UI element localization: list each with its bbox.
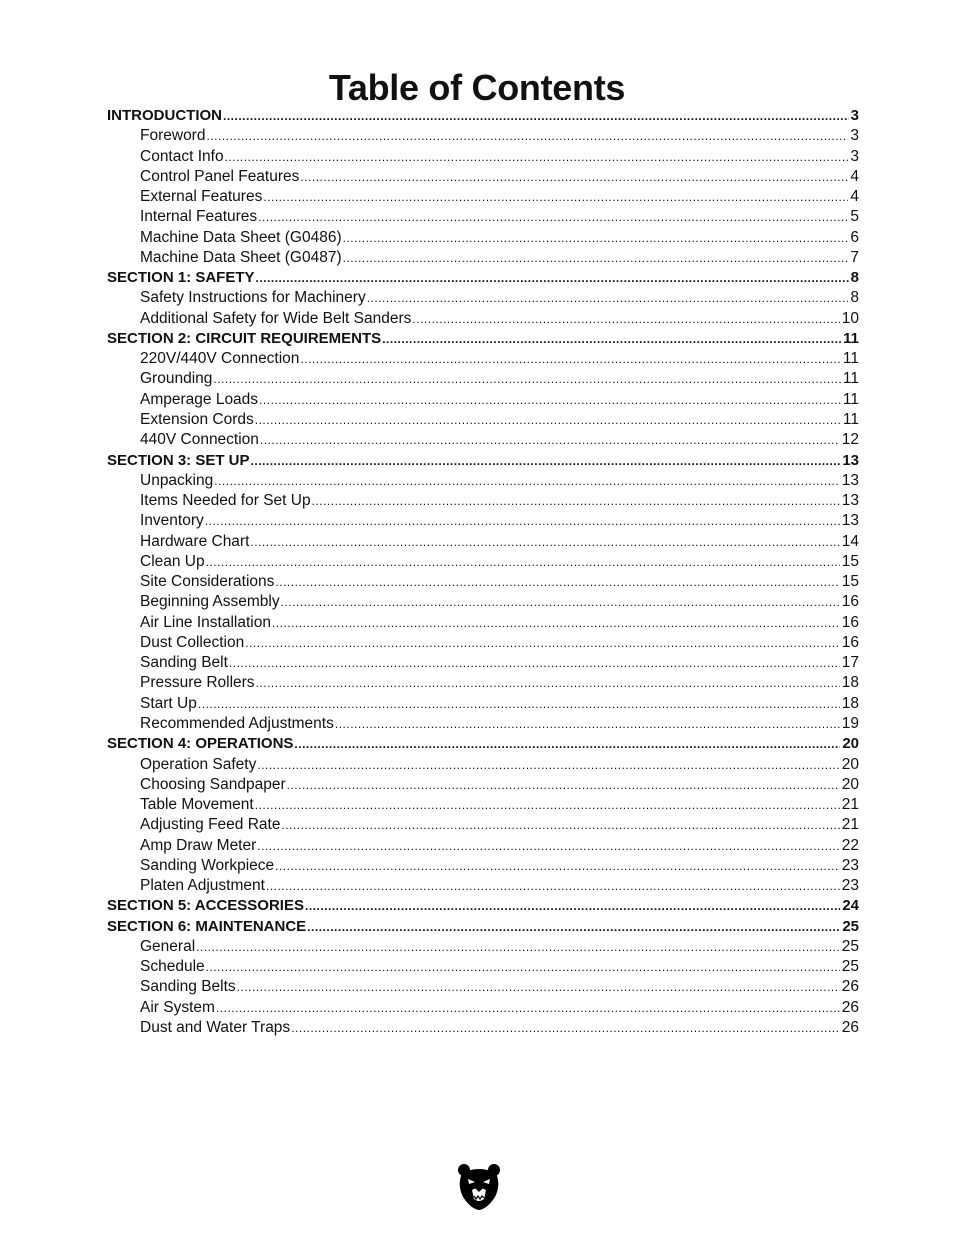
toc-entry-label: Platen Adjustment [140, 877, 265, 895]
toc-subentry[interactable] [107, 836, 859, 856]
page-title: Table of Contents [328, 67, 626, 108]
toc-section-entry[interactable] [107, 451, 859, 471]
toc-subentry[interactable] [107, 369, 859, 389]
toc-dot-leader [300, 349, 840, 369]
toc-subentry[interactable] [107, 856, 859, 876]
toc-entry-label: Choosing Sandpaper [140, 775, 286, 793]
toc-page-number: 7 [850, 248, 859, 266]
toc-subentry[interactable] [107, 815, 859, 835]
toc-page-number: 20 [842, 735, 859, 753]
toc-subentry[interactable] [107, 613, 859, 633]
toc-section-entry[interactable] [107, 896, 859, 916]
toc-subentry[interactable] [107, 147, 859, 167]
toc-dot-leader [214, 471, 840, 491]
toc-page-number: 16 [841, 593, 859, 611]
toc-entry-label: Amperage Loads [140, 390, 259, 408]
toc-dot-leader [275, 856, 840, 876]
toc-entry-label: Internal Features [140, 208, 258, 226]
toc-entry-label: Beginning Assembly [140, 593, 280, 611]
toc-page-number: 23 [841, 856, 859, 874]
toc-dot-leader [335, 714, 840, 734]
toc-page-number: 25 [842, 917, 859, 935]
toc-subentry[interactable] [107, 673, 859, 693]
toc-page-number: 26 [841, 998, 859, 1016]
toc-page-number: 14 [841, 532, 859, 550]
toc-dot-leader [281, 815, 839, 835]
toc-section-entry[interactable] [107, 917, 859, 937]
toc-page-number: 8 [850, 289, 859, 307]
toc-section-entry[interactable] [107, 268, 859, 288]
toc-page-number: 26 [841, 1018, 859, 1036]
toc-entry-label: Recommended Adjustments [140, 714, 334, 732]
table-of-contents [107, 106, 859, 1038]
toc-page-number: 11 [842, 350, 859, 368]
toc-entry-label: 220V/440V Connection [140, 350, 300, 368]
toc-entry-label: Additional Safety for Wide Belt Sanders [140, 309, 412, 327]
toc-page-number: 11 [842, 410, 859, 428]
toc-dot-leader [272, 613, 840, 633]
toc-entry-label: Air System [140, 998, 215, 1016]
toc-dot-leader [305, 896, 840, 916]
toc-page-number: 12 [841, 431, 859, 449]
toc-page-number: 13 [842, 451, 859, 469]
toc-subentry[interactable] [107, 937, 859, 957]
toc-page-number: 21 [841, 816, 859, 834]
toc-entry-label: Grounding [140, 370, 213, 388]
toc-entry-label: 440V Connection [140, 431, 259, 449]
toc-entry-label: External Features [140, 188, 263, 206]
toc-dot-leader [263, 187, 848, 207]
toc-subentry[interactable] [107, 572, 859, 592]
toc-subentry[interactable] [107, 694, 859, 714]
toc-section-entry[interactable] [107, 734, 859, 754]
toc-dot-leader [229, 653, 840, 673]
toc-page-number: 16 [841, 633, 859, 651]
toc-dot-leader [216, 998, 840, 1018]
toc-page-number: 5 [850, 208, 859, 226]
toc-entry-label: Start Up [140, 694, 197, 712]
toc-subentry[interactable] [107, 795, 859, 815]
toc-dot-leader [260, 430, 840, 450]
toc-entry-label: Hardware Chart [140, 532, 250, 550]
toc-entry-label: Dust and Water Traps [140, 1018, 291, 1036]
toc-dot-leader [245, 633, 840, 653]
toc-entry-label: Items Needed for Set Up [140, 492, 311, 510]
toc-dot-leader [255, 410, 841, 430]
toc-entry-label: SECTION 2: CIRCUIT REQUIREMENTS [107, 329, 382, 347]
toc-dot-leader [205, 511, 840, 531]
toc-subentry[interactable] [107, 309, 859, 329]
toc-subentry[interactable] [107, 288, 859, 308]
toc-subentry[interactable] [107, 491, 859, 511]
toc-subentry[interactable] [107, 775, 859, 795]
toc-page-number: 20 [841, 755, 859, 773]
toc-entry-label: Machine Data Sheet (G0486) [140, 228, 342, 246]
toc-subentry[interactable] [107, 390, 859, 410]
toc-page-number: 11 [842, 390, 859, 408]
toc-entry-label: Extension Cords [140, 410, 254, 428]
toc-subentry[interactable] [107, 511, 859, 531]
toc-dot-leader [196, 937, 840, 957]
toc-subentry[interactable] [107, 410, 859, 430]
toc-entry-label: Site Considerations [140, 573, 275, 591]
toc-entry-label: Air Line Installation [140, 613, 271, 631]
toc-entry-label: Foreword [140, 127, 206, 145]
toc-entry-label: INTRODUCTION [107, 107, 222, 124]
toc-section-entry[interactable] [107, 106, 859, 126]
toc-dot-leader [206, 552, 840, 572]
toc-dot-leader [343, 248, 849, 268]
toc-dot-leader [257, 836, 839, 856]
toc-dot-leader [294, 734, 840, 754]
toc-dot-leader [266, 876, 840, 896]
toc-entry-label: Clean Up [140, 552, 205, 570]
toc-page-number: 26 [841, 978, 859, 996]
toc-page-number: 19 [841, 714, 859, 732]
toc-entry-label: SECTION 6: MAINTENANCE [107, 917, 307, 935]
toc-subentry[interactable] [107, 471, 859, 491]
toc-subentry[interactable] [107, 876, 859, 896]
toc-subentry[interactable] [107, 126, 859, 146]
toc-subentry[interactable] [107, 207, 859, 227]
toc-subentry[interactable] [107, 957, 859, 977]
toc-entry-label: Sanding Workpiece [140, 856, 275, 874]
toc-dot-leader [287, 775, 840, 795]
toc-subentry[interactable] [107, 248, 859, 268]
toc-page-number: 13 [841, 492, 859, 510]
toc-page-number: 23 [841, 877, 859, 895]
toc-dot-leader [257, 755, 839, 775]
toc-entry-label: Machine Data Sheet (G0487) [140, 248, 342, 266]
toc-page-number: 6 [850, 228, 859, 246]
toc-entry-label: Contact Info [140, 147, 224, 165]
toc-entry-label: SECTION 1: SAFETY [107, 269, 255, 287]
toc-dot-leader [251, 451, 841, 471]
toc-subentry[interactable] [107, 430, 859, 450]
toc-dot-leader [291, 1018, 840, 1038]
toc-dot-leader [343, 228, 849, 248]
toc-subentry[interactable] [107, 714, 859, 734]
toc-dot-leader [198, 694, 840, 714]
toc-page-number: 25 [841, 937, 859, 955]
toc-page-number: 3 [850, 147, 859, 165]
bear-head-icon [457, 1163, 501, 1211]
toc-subentry[interactable] [107, 167, 859, 187]
toc-subentry[interactable] [107, 532, 859, 552]
toc-dot-leader [256, 268, 849, 288]
toc-dot-leader [382, 329, 841, 349]
toc-page-number: 3 [850, 107, 859, 124]
toc-subentry[interactable] [107, 552, 859, 572]
toc-entry-label: Adjusting Feed Rate [140, 816, 281, 834]
toc-dot-leader [255, 795, 840, 815]
toc-dot-leader [213, 369, 841, 389]
toc-dot-leader [307, 917, 840, 937]
toc-page-number: 10 [841, 309, 859, 327]
toc-page-number: 22 [841, 836, 859, 854]
toc-entry-label: SECTION 4: OPERATIONS [107, 735, 294, 753]
toc-section-entry[interactable] [107, 329, 859, 349]
toc-dot-leader [206, 126, 848, 146]
toc-page-number: 18 [841, 694, 859, 712]
toc-dot-leader [281, 592, 840, 612]
toc-entry-label: Sanding Belts [140, 978, 236, 996]
toc-page-number: 16 [841, 613, 859, 631]
toc-page-number: 15 [841, 573, 859, 591]
toc-entry-label: SECTION 5: ACCESSORIES [107, 897, 304, 915]
toc-page-number: 8 [850, 269, 859, 287]
toc-dot-leader [206, 957, 840, 977]
toc-dot-leader [412, 309, 839, 329]
toc-subentry[interactable] [107, 633, 859, 653]
toc-page-number: 20 [841, 775, 859, 793]
toc-subentry[interactable] [107, 977, 859, 997]
toc-entry-label: Amp Draw Meter [140, 836, 257, 854]
toc-dot-leader [300, 167, 848, 187]
toc-subentry[interactable] [107, 1018, 859, 1038]
toc-page-number: 21 [841, 796, 859, 814]
toc-page-number: 11 [843, 329, 859, 347]
toc-page-number: 25 [841, 958, 859, 976]
toc-entry-label: Safety Instructions for Machinery [140, 289, 366, 307]
toc-subentry[interactable] [107, 228, 859, 248]
toc-entry-label: Table Movement [140, 796, 254, 814]
toc-subentry[interactable] [107, 187, 859, 207]
toc-dot-leader [367, 288, 849, 308]
toc-subentry[interactable] [107, 592, 859, 612]
toc-dot-leader [312, 491, 840, 511]
toc-entry-label: Inventory [140, 512, 204, 530]
toc-dot-leader [256, 673, 840, 693]
toc-subentry[interactable] [107, 349, 859, 369]
toc-page-number: 13 [841, 512, 859, 530]
toc-subentry[interactable] [107, 755, 859, 775]
toc-entry-label: Pressure Rollers [140, 674, 255, 692]
toc-page-number: 4 [850, 188, 859, 206]
toc-dot-leader [275, 572, 839, 592]
toc-entry-label: Operation Safety [140, 755, 257, 773]
toc-entry-label: Dust Collection [140, 633, 245, 651]
toc-dot-leader [258, 207, 848, 227]
toc-subentry[interactable] [107, 998, 859, 1018]
toc-entry-label: General [140, 937, 196, 955]
toc-page-number: 13 [841, 471, 859, 489]
toc-entry-label: Unpacking [140, 471, 214, 489]
toc-dot-leader [237, 977, 840, 997]
toc-page-number: 24 [842, 897, 859, 915]
toc-page-number: 11 [842, 370, 859, 388]
toc-subentry[interactable] [107, 653, 859, 673]
toc-dot-leader [259, 390, 841, 410]
toc-dot-leader [250, 532, 839, 552]
toc-dot-leader [225, 147, 849, 167]
toc-page-number: 15 [841, 552, 859, 570]
toc-page-number: 18 [841, 674, 859, 692]
toc-page-number: 17 [841, 654, 859, 672]
toc-dot-leader [223, 106, 849, 126]
toc-entry-label: SECTION 3: SET UP [107, 451, 250, 469]
toc-entry-label: Control Panel Features [140, 167, 300, 185]
toc-page-number: 4 [850, 167, 859, 185]
toc-entry-label: Sanding Belt [140, 654, 228, 672]
toc-page-number: 3 [850, 127, 859, 145]
toc-entry-label: Schedule [140, 958, 205, 976]
